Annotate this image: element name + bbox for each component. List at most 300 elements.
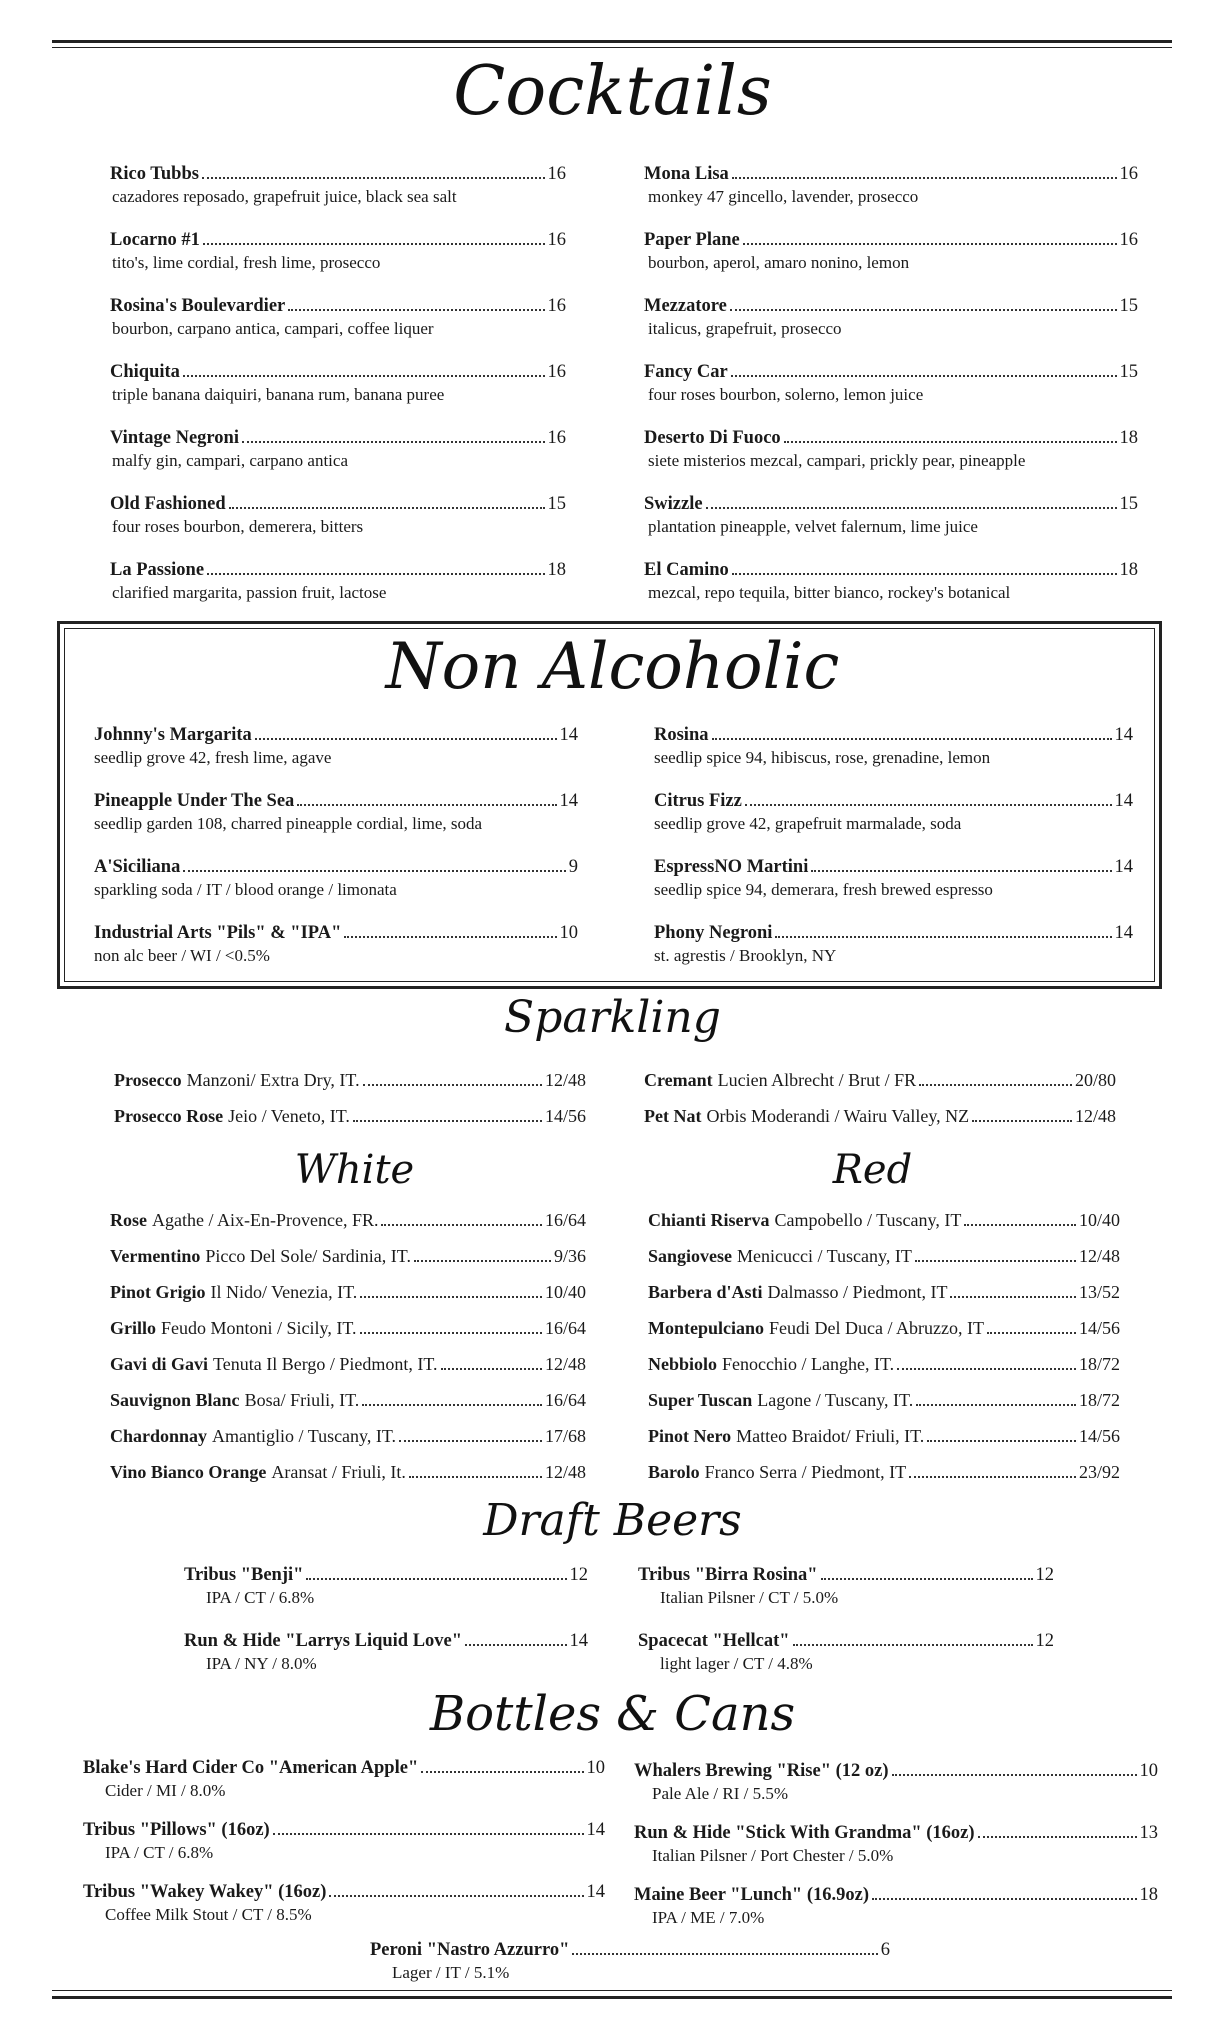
wine-producer: Orbis Moderandi / Wairu Valley, NZ xyxy=(706,1106,970,1126)
dot-leader xyxy=(915,1260,1076,1262)
item-line xyxy=(110,558,566,582)
wine-item xyxy=(110,1316,586,1340)
wine-grape: Nebbiolo xyxy=(648,1354,718,1374)
wine-item xyxy=(114,1104,586,1128)
bottles-center-item xyxy=(370,1938,890,1984)
top-rule xyxy=(52,40,1172,43)
dot-leader xyxy=(441,1368,542,1370)
item-price: 16 xyxy=(547,362,566,382)
draft-right-column xyxy=(638,1563,1054,1695)
wine-price: 16/64 xyxy=(544,1210,586,1230)
wine-price: 12/48 xyxy=(544,1070,586,1090)
wine-grape: Chianti Riserva xyxy=(648,1210,770,1230)
item-line xyxy=(83,1818,605,1842)
dot-leader xyxy=(793,1644,1033,1646)
menu-item xyxy=(110,228,566,274)
menu-item xyxy=(110,492,566,538)
dot-leader xyxy=(242,441,545,443)
item-line xyxy=(644,228,1138,252)
item-description: Italian Pilsner / Port Chester / 5.0% xyxy=(652,1846,894,1865)
item-price: 16 xyxy=(1119,164,1138,184)
item-price: 18 xyxy=(1119,560,1138,580)
item-description: st. agrestis / Brooklyn, NY xyxy=(654,946,837,965)
item-name: Fancy Car xyxy=(644,362,728,382)
item-price: 18 xyxy=(547,560,566,580)
item-line xyxy=(94,723,578,747)
dot-leader xyxy=(306,1578,566,1580)
dot-leader xyxy=(329,1895,583,1897)
item-price: 16 xyxy=(1119,230,1138,250)
wine-price: 14/56 xyxy=(1078,1426,1120,1446)
wine-producer: Franco Serra / Piedmont, IT xyxy=(704,1462,907,1482)
bottles-right-column xyxy=(634,1759,1158,1945)
wine-item xyxy=(110,1388,586,1412)
dot-leader xyxy=(353,1120,542,1122)
item-line xyxy=(644,426,1138,450)
dot-leader xyxy=(421,1771,583,1773)
menu-item xyxy=(110,360,566,406)
wine-price: 17/68 xyxy=(544,1426,586,1446)
item-price: 16 xyxy=(547,296,566,316)
dot-leader xyxy=(363,1084,542,1086)
item-price: 14 xyxy=(559,791,578,811)
item-line xyxy=(654,921,1133,945)
item-description: seedlip grove 42, fresh lime, agave xyxy=(94,748,332,767)
dot-leader xyxy=(732,177,1117,179)
dot-leader xyxy=(784,441,1117,443)
wine-grape: Pinot Nero xyxy=(648,1426,732,1446)
dot-leader xyxy=(972,1120,1072,1122)
item-line xyxy=(94,921,578,945)
sparkling-left-column xyxy=(114,1068,586,1140)
wine-grape: Sangiovese xyxy=(648,1246,733,1266)
item-line xyxy=(110,492,566,516)
dot-leader xyxy=(344,936,556,938)
dot-leader xyxy=(978,1836,1137,1838)
item-name: Rosina xyxy=(654,725,709,745)
wine-item xyxy=(648,1316,1120,1340)
wine-price: 14/56 xyxy=(1078,1318,1120,1338)
menu-item xyxy=(110,162,566,208)
wine-grape: Super Tuscan xyxy=(648,1390,753,1410)
item-line xyxy=(94,855,578,879)
item-line xyxy=(644,294,1138,318)
dot-leader xyxy=(743,243,1117,245)
wine-price: 12/48 xyxy=(544,1354,586,1374)
wine-producer: Jeio / Veneto, IT. xyxy=(228,1106,350,1126)
item-name: Maine Beer "Lunch" (16.9oz) xyxy=(634,1885,869,1905)
item-name: Tribus "Benji" xyxy=(184,1565,304,1585)
item-name: La Passione xyxy=(110,560,205,580)
item-description: seedlip spice 94, demerara, fresh brewed espresso xyxy=(654,880,993,899)
dot-leader xyxy=(255,738,557,740)
bottom-rule-thin xyxy=(52,1990,1172,1991)
top-rule-thin xyxy=(52,47,1172,48)
wine-item xyxy=(648,1460,1120,1484)
wine-grape: Chardonnay xyxy=(110,1426,208,1446)
item-price: 14 xyxy=(1114,725,1133,745)
item-name: Pineapple Under The Sea xyxy=(94,791,295,811)
item-description: mezcal, repo tequila, bitter bianco, rockey's botanical xyxy=(648,583,1011,602)
item-description: siete misterios mezcal, campari, prickly pear, pineapple xyxy=(648,451,1026,470)
item-name: Johnny's Margarita xyxy=(94,725,252,745)
menu-item xyxy=(644,492,1138,538)
item-line xyxy=(644,360,1138,384)
dot-leader xyxy=(183,870,565,872)
item-price: 12 xyxy=(569,1565,588,1585)
sparkling-right-column xyxy=(644,1068,1116,1140)
item-name: Rosina's Boulevardier xyxy=(110,296,286,316)
item-name: Blake's Hard Cider Co "American Apple" xyxy=(83,1758,419,1778)
menu-item xyxy=(110,294,566,340)
wine-item xyxy=(110,1352,586,1376)
wine-producer: Bosa/ Friuli, IT. xyxy=(244,1390,360,1410)
item-description: seedlip grove 42, grapefruit marmalade, soda xyxy=(654,814,962,833)
item-name: Mona Lisa xyxy=(644,164,729,184)
wine-price: 14/56 xyxy=(544,1106,586,1126)
wine-price: 10/40 xyxy=(544,1282,586,1302)
item-line xyxy=(638,1563,1054,1587)
wine-price: 12/48 xyxy=(1078,1246,1120,1266)
item-name: Citrus Fizz xyxy=(654,791,742,811)
dot-leader xyxy=(360,1332,542,1334)
wine-grape: Prosecco Rose xyxy=(114,1106,224,1126)
item-name: Tribus "Pillows" (16oz) xyxy=(83,1820,270,1840)
wine-item xyxy=(648,1208,1120,1232)
menu-item xyxy=(644,426,1138,472)
sparkling-heading: Sparkling xyxy=(504,992,721,1043)
item-description: Cider / MI / 8.0% xyxy=(105,1781,226,1800)
item-line xyxy=(654,855,1133,879)
wine-price: 16/64 xyxy=(544,1318,586,1338)
item-price: 14 xyxy=(1114,923,1133,943)
item-price: 6 xyxy=(880,1940,890,1960)
item-description: plantation pineapple, velvet falernum, lime juice xyxy=(648,517,978,536)
wine-price: 9/36 xyxy=(553,1246,586,1266)
item-price: 16 xyxy=(547,428,566,448)
wine-item xyxy=(114,1068,586,1092)
wine-producer: Picco Del Sole/ Sardinia, IT. xyxy=(205,1246,411,1266)
item-price: 14 xyxy=(586,1882,605,1902)
dot-leader xyxy=(572,1953,877,1955)
wine-price: 12/48 xyxy=(1074,1106,1116,1126)
wine-item xyxy=(110,1424,586,1448)
wine-grape: Gavi di Gavi xyxy=(110,1354,209,1374)
item-description: Italian Pilsner / CT / 5.0% xyxy=(660,1588,839,1607)
menu-item xyxy=(83,1818,605,1864)
item-description: IPA / CT / 6.8% xyxy=(105,1843,214,1862)
item-price: 9 xyxy=(568,857,578,877)
item-name: Run & Hide "Stick With Grandma" (16oz) xyxy=(634,1823,975,1843)
wine-producer: Tenuta Il Bergo / Piedmont, IT. xyxy=(213,1354,438,1374)
item-name: Old Fashioned xyxy=(110,494,226,514)
dot-leader xyxy=(706,507,1117,509)
cocktails-left-column xyxy=(110,162,566,624)
dot-leader xyxy=(927,1440,1076,1442)
item-price: 18 xyxy=(1139,1885,1158,1905)
dot-leader xyxy=(950,1296,1076,1298)
item-description: monkey 47 gincello, lavender, prosecco xyxy=(648,187,919,206)
item-name: Vintage Negroni xyxy=(110,428,239,448)
menu-item xyxy=(644,360,1138,406)
item-description: IPA / CT / 6.8% xyxy=(206,1588,315,1607)
item-description: Lager / IT / 5.1% xyxy=(392,1963,510,1982)
red-wine-list xyxy=(648,1208,1120,1496)
item-price: 14 xyxy=(1114,791,1133,811)
dot-leader xyxy=(362,1404,542,1406)
bottles-left-column xyxy=(83,1756,605,1942)
item-price: 10 xyxy=(559,923,578,943)
item-line xyxy=(644,162,1138,186)
wine-grape: Vino Bianco Orange xyxy=(110,1462,267,1482)
wine-item xyxy=(644,1068,1116,1092)
dot-leader xyxy=(202,177,545,179)
non-alcoholic-left-column xyxy=(94,723,578,987)
item-line xyxy=(110,426,566,450)
wine-item xyxy=(648,1388,1120,1412)
bottles-heading: Bottles & Cans xyxy=(429,1686,796,1742)
dot-leader xyxy=(207,573,544,575)
dot-leader xyxy=(409,1476,542,1478)
menu-item xyxy=(94,855,578,901)
item-price: 10 xyxy=(1139,1761,1158,1781)
dot-leader xyxy=(465,1644,566,1646)
item-description: light lager / CT / 4.8% xyxy=(660,1654,813,1673)
dot-leader xyxy=(203,243,545,245)
wine-producer: Menicucci / Tuscany, IT xyxy=(737,1246,912,1266)
item-price: 16 xyxy=(547,230,566,250)
wine-item xyxy=(110,1244,586,1268)
menu-item xyxy=(654,921,1133,967)
item-price: 15 xyxy=(1119,296,1138,316)
item-name: Mezzatore xyxy=(644,296,727,316)
item-price: 14 xyxy=(1114,857,1133,877)
item-price: 12 xyxy=(1035,1565,1054,1585)
item-line xyxy=(638,1629,1054,1653)
item-price: 15 xyxy=(1119,494,1138,514)
item-line xyxy=(654,723,1133,747)
wine-price: 16/64 xyxy=(544,1390,586,1410)
item-name: Chiquita xyxy=(110,362,180,382)
dot-leader xyxy=(732,573,1117,575)
wine-item xyxy=(648,1280,1120,1304)
wine-grape: Rose xyxy=(110,1210,147,1230)
wine-price: 10/40 xyxy=(1078,1210,1120,1230)
item-name: Swizzle xyxy=(644,494,703,514)
item-price: 14 xyxy=(569,1631,588,1651)
item-line xyxy=(184,1629,588,1653)
wine-producer: Amantiglio / Tuscany, IT. xyxy=(212,1426,397,1446)
red-heading: Red xyxy=(832,1147,913,1193)
non-alcoholic-heading: Non Alcoholic xyxy=(385,630,840,704)
dot-leader xyxy=(273,1833,584,1835)
dot-leader xyxy=(775,936,1111,938)
item-description: Pale Ale / RI / 5.5% xyxy=(652,1784,788,1803)
wine-grape: Vermentino xyxy=(110,1246,201,1266)
menu-item xyxy=(634,1821,1158,1867)
wine-grape: Barolo xyxy=(648,1462,700,1482)
dot-leader xyxy=(919,1084,1072,1086)
dot-leader xyxy=(712,738,1112,740)
menu-item xyxy=(644,558,1138,604)
wine-price: 12/48 xyxy=(544,1462,586,1482)
item-line xyxy=(94,789,578,813)
wine-producer: Manzoni/ Extra Dry, IT. xyxy=(186,1070,360,1090)
item-description: italicus, grapefruit, prosecco xyxy=(648,319,842,338)
item-price: 15 xyxy=(1119,362,1138,382)
non-alcoholic-right-column xyxy=(654,723,1133,987)
wine-grape: Sauvignon Blanc xyxy=(110,1390,240,1410)
menu-item xyxy=(654,855,1133,901)
item-description: non alc beer / WI / <0.5% xyxy=(94,946,270,965)
item-line xyxy=(634,1821,1158,1845)
item-description: IPA / ME / 7.0% xyxy=(652,1908,765,1927)
item-price: 14 xyxy=(586,1820,605,1840)
item-price: 16 xyxy=(547,164,566,184)
wine-producer: Agathe / Aix-En-Provence, FR. xyxy=(152,1210,379,1230)
item-description: cazadores reposado, grapefruit juice, black sea salt xyxy=(112,187,457,206)
wine-producer: Campobello / Tuscany, IT xyxy=(774,1210,962,1230)
wine-grape: Montepulciano xyxy=(648,1318,765,1338)
item-name: Run & Hide "Larrys Liquid Love" xyxy=(184,1631,463,1651)
menu-item xyxy=(644,162,1138,208)
item-line xyxy=(644,492,1138,516)
item-name: Rico Tubbs xyxy=(110,164,199,184)
item-line xyxy=(634,1883,1158,1907)
item-description: tito's, lime cordial, fresh lime, prosecco xyxy=(112,253,381,272)
wine-grape: Cremant xyxy=(644,1070,713,1090)
dot-leader xyxy=(183,375,545,377)
dot-leader xyxy=(811,870,1111,872)
wine-price: 18/72 xyxy=(1078,1390,1120,1410)
menu-item xyxy=(634,1759,1158,1805)
dot-leader xyxy=(987,1332,1076,1334)
wine-producer: Il Nido/ Venezia, IT. xyxy=(210,1282,358,1302)
menu-item xyxy=(83,1880,605,1926)
dot-leader xyxy=(297,804,556,806)
item-line xyxy=(370,1938,890,1962)
item-name: Deserto Di Fuoco xyxy=(644,428,781,448)
menu-item xyxy=(634,1883,1158,1929)
menu-item xyxy=(94,921,578,967)
menu-item xyxy=(638,1629,1054,1675)
wine-price: 13/52 xyxy=(1078,1282,1120,1302)
menu-item xyxy=(83,1756,605,1802)
wine-item xyxy=(110,1460,586,1484)
wine-producer: Dalmasso / Piedmont, IT xyxy=(767,1282,948,1302)
dot-leader xyxy=(909,1476,1076,1478)
item-description: sparkling soda / IT / blood orange / limonata xyxy=(94,880,397,899)
dot-leader xyxy=(745,804,1112,806)
wine-item xyxy=(648,1424,1120,1448)
dot-leader xyxy=(414,1260,551,1262)
item-name: A'Siciliana xyxy=(94,857,181,877)
dot-leader xyxy=(892,1774,1137,1776)
dot-leader xyxy=(381,1224,542,1226)
draft-left-column xyxy=(184,1563,588,1695)
menu-item xyxy=(184,1629,588,1675)
wine-item xyxy=(644,1104,1116,1128)
dot-leader xyxy=(288,309,544,311)
item-line xyxy=(644,558,1138,582)
wine-producer: Fenocchio / Langhe, IT. xyxy=(722,1354,895,1374)
cocktails-heading: Cocktails xyxy=(453,52,772,131)
dot-leader xyxy=(360,1296,542,1298)
bottom-rule xyxy=(52,1996,1172,1999)
dot-leader xyxy=(872,1898,1137,1900)
item-price: 13 xyxy=(1139,1823,1158,1843)
menu-item xyxy=(638,1563,1054,1609)
dot-leader xyxy=(229,507,545,509)
item-description: clarified margarita, passion fruit, lactose xyxy=(112,583,387,602)
dot-leader xyxy=(731,375,1117,377)
item-name: Tribus "Birra Rosina" xyxy=(638,1565,818,1585)
wine-producer: Lucien Albrecht / Brut / FR xyxy=(717,1070,917,1090)
item-line xyxy=(110,228,566,252)
dot-leader xyxy=(916,1404,1076,1406)
wine-producer: Aransat / Friuli, It. xyxy=(271,1462,406,1482)
wine-grape: Pet Nat xyxy=(644,1106,702,1126)
item-line xyxy=(83,1756,605,1780)
item-description: malfy gin, campari, carpano antica xyxy=(112,451,348,470)
item-price: 12 xyxy=(1035,1631,1054,1651)
menu-item xyxy=(654,723,1133,769)
menu-item xyxy=(184,1563,588,1609)
item-description: seedlip garden 108, charred pineapple cordial, lime, soda xyxy=(94,814,483,833)
wine-grape: Prosecco xyxy=(114,1070,182,1090)
item-name: Spacecat "Hellcat" xyxy=(638,1631,790,1651)
wine-item xyxy=(110,1280,586,1304)
dot-leader xyxy=(730,309,1117,311)
item-description: four roses bourbon, solerno, lemon juice xyxy=(648,385,924,404)
wine-price: 23/92 xyxy=(1078,1462,1120,1482)
item-name: El Camino xyxy=(644,560,729,580)
item-line xyxy=(83,1880,605,1904)
white-heading: White xyxy=(294,1147,415,1193)
item-line xyxy=(184,1563,588,1587)
white-wine-list xyxy=(110,1208,586,1496)
wine-item xyxy=(648,1244,1120,1268)
wine-grape: Grillo xyxy=(110,1318,156,1338)
item-price: 14 xyxy=(559,725,578,745)
item-description: bourbon, carpano antica, campari, coffee liquer xyxy=(112,319,434,338)
menu-item xyxy=(644,228,1138,274)
item-line xyxy=(110,360,566,384)
item-name: Peroni "Nastro Azzurro" xyxy=(370,1940,570,1960)
wine-producer: Matteo Braidot/ Friuli, IT. xyxy=(736,1426,925,1446)
draft-heading: Draft Beers xyxy=(483,1495,742,1546)
item-name: Phony Negroni xyxy=(654,923,773,943)
item-line xyxy=(110,162,566,186)
wine-grape: Pinot Grigio xyxy=(110,1282,206,1302)
wine-producer: Lagone / Tuscany, IT. xyxy=(757,1390,914,1410)
wine-producer: Feudi Del Duca / Abruzzo, IT xyxy=(769,1318,984,1338)
wine-price: 20/80 xyxy=(1074,1070,1116,1090)
item-line xyxy=(654,789,1133,813)
menu-item xyxy=(654,789,1133,835)
item-price: 18 xyxy=(1119,428,1138,448)
menu-item xyxy=(94,789,578,835)
item-name: Locarno #1 xyxy=(110,230,200,250)
item-description: Coffee Milk Stout / CT / 8.5% xyxy=(105,1905,312,1924)
wine-producer: Feudo Montoni / Sicily, IT. xyxy=(161,1318,357,1338)
dot-leader xyxy=(964,1224,1076,1226)
menu-item xyxy=(644,294,1138,340)
item-description: IPA / NY / 8.0% xyxy=(206,1654,317,1673)
item-description: seedlip spice 94, hibiscus, rose, grenadine, lemon xyxy=(654,748,991,767)
dot-leader xyxy=(897,1368,1076,1370)
item-line xyxy=(634,1759,1158,1783)
